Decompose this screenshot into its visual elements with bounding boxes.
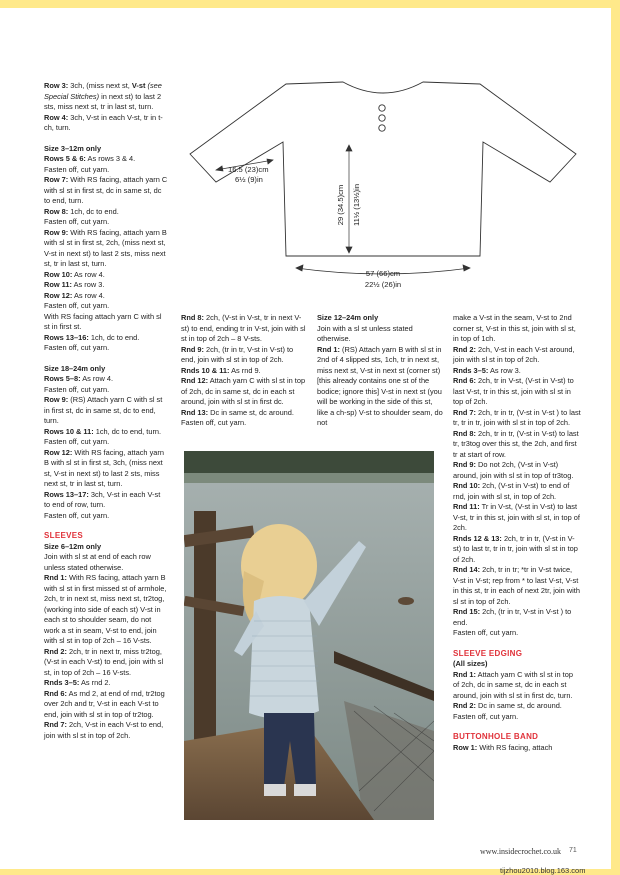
instruction-line: Rnds 12 & 13: 2ch, tr in tr, (V-st in V-st) to last tr, tr in tr, join with sl st in top of 2ch. — [453, 533, 578, 564]
instruction-line: Row 3: 3ch, (miss next st, V-st (see Special Stitches) in next st) to last 2 sts, miss next st, tr in last st, turn. — [44, 81, 162, 111]
instruction-line: Rnds 3–5: As rnd 2. — [44, 678, 111, 687]
instruction-line: Rows 10 & 11: 1ch, dc to end, turn. — [44, 426, 162, 436]
instruction-line: Rnd 6: As rnd 2, at end of rnd, tr2tog over 2ch and tr, V-st in each V-st to end, join with sl st in top of tr2tog. — [44, 688, 165, 719]
footer-url: www.insidecrochet.co.uk — [480, 847, 562, 856]
text-column-4 — [453, 313, 581, 753]
page-number: 71 — [569, 847, 577, 854]
instruction-line: Row 12: As row 4. — [44, 290, 105, 300]
page-border-top — [0, 0, 620, 8]
instruction-line: Join with a sl st unless stated otherwise. — [317, 323, 413, 343]
paragraph-gap — [453, 722, 581, 732]
instruction-line: Rows 13–16: 1ch, dc to end. — [44, 332, 140, 342]
instruction-line: Rnd 7: 2ch, tr in tr, (V-st in V-st ) to last tr, tr in tr, join with sl st in top of 2ch. — [453, 407, 581, 427]
paragraph-gap — [44, 521, 168, 531]
instruction-line: Row 8: 1ch, dc to end. — [44, 206, 119, 216]
instruction-line: Rows 5 & 6: As rows 3 & 4. — [44, 154, 136, 163]
sleeve-cm-label: 16.5 (23)cm — [228, 165, 269, 174]
length-in-label: 11½ (13½)in — [352, 183, 361, 227]
paragraph-gap — [453, 639, 581, 649]
instruction-line: Rnds 10 & 11: As rnd 9. — [181, 365, 261, 375]
instruction-line: Row 4: 3ch, V-st in each V-st, tr in t-ch, turn. — [44, 112, 163, 132]
sleeve-in-label: 6½ (9)in — [235, 175, 263, 184]
instruction-line: Size 12–24m only — [317, 313, 379, 322]
instruction-line: Row 9: (RS) Attach yarn C with sl st in first st, dc in same st, dc to end, turn. — [44, 395, 163, 425]
instruction-line: Row 11: As row 3. — [44, 280, 105, 289]
instruction-line: Fasten off, cut yarn. — [44, 343, 110, 352]
instruction-line: Rnd 1: With RS facing, attach yarn B with sl st in first missed st of armhole, 2ch, tr in next st, miss next st, tr2tog, (working into side of each st) V-st in each st to shoulder seam, do not work a st in seam, V-st to end, join with sl st in top of 2ch – 16 V-sts. — [44, 573, 167, 645]
instruction-line: Rnd 14: 2ch, tr in tr; *tr in V-st twice, V-st in V-st; rep from * to last V-st, V-st in this st, tr in each of next 2tr, join with sl st in top of 2ch. — [453, 565, 580, 606]
watermark: tijzhou2010.blog.163.com — [500, 866, 586, 875]
width-cm-label: 57 (66)cm — [365, 269, 401, 278]
section-heading: SLEEVES — [44, 531, 84, 540]
instruction-line: Rnd 6: 2ch, tr in V-st, (V-st in V-st) to last V-st, tr in this st, join with sl st in top of 2ch. — [453, 376, 574, 406]
instruction-line: Rnd 15: 2ch, (tr in tr, V-st in V-st ) to end. — [453, 607, 572, 627]
instruction-line: Rows 5–8: As row 4. — [44, 374, 114, 383]
instruction-line: Rnd 9: Do not 2ch, (V-st in V-st) around, join with sl st in top of tr3tog. — [453, 460, 574, 480]
child-photo — [184, 451, 434, 820]
width-in-label: 22½ (26)in — [364, 280, 402, 289]
instruction-line: Rnd 9: 2ch, (tr in tr, V-st in V-st) to end, join with sl st in top of 2ch. — [181, 344, 294, 364]
instruction-line: Fasten off, cut yarn. — [44, 217, 110, 226]
instruction-line: Rnd 12: Attach yarn C with sl st in top of 2ch, dc in same st, dc in each st around, join with sl st in first dc. — [181, 376, 306, 406]
instruction-line: Fasten off, cut yarn. — [453, 628, 519, 637]
instruction-line: Row 1: With RS facing, attach — [453, 742, 553, 752]
section-heading: BUTTONHOLE BAND — [453, 732, 539, 741]
instruction-line: Rnd 2: 2ch, tr in next tr, miss tr2tog, (V-st in each V-st) to end, join with sl st, in top of 2ch – 16 V-sts. — [44, 646, 164, 677]
instruction-line: make a V-st in the seam, V-st to 2nd corner st, V-st in this st, join with sl st, in top of 1ch. — [453, 313, 576, 343]
instruction-line: Rnd 8: 2ch, (V-st in V-st, tr in next V-st) to end, ending tr in V-st, join with sl st in top of 2ch – 8 V-sts. — [181, 313, 306, 343]
paragraph-gap — [44, 354, 168, 364]
instruction-line: Fasten off, cut yarn. — [44, 164, 110, 174]
text-column-1 — [44, 81, 168, 741]
text-column-3 — [317, 313, 445, 429]
instruction-line: Join with sl st at end of each row unless stated otherwise. — [44, 552, 151, 572]
instruction-line: Fasten off, cut yarn. — [44, 301, 110, 310]
instruction-line: Size 6–12m only — [44, 541, 102, 551]
page-border-right — [611, 0, 620, 875]
instruction-line: Size 18–24m only — [44, 363, 106, 373]
instruction-line: Rnd 8: 2ch, tr in tr, (V-st in V-st) to last tr, tr3tog over this st, the 2ch, and first tr at start of row. — [453, 428, 579, 459]
instruction-line: Row 7: With RS facing, attach yarn C with sl st in first st, dc in same st, dc to end, turn. — [44, 175, 168, 205]
instruction-line: Fasten off, cut yarn. — [453, 711, 519, 721]
instruction-line: Rows 13–17: 3ch, V-st in each V-st to end of row, turn. — [44, 489, 161, 509]
instruction-line: Size 3–12m only — [44, 143, 102, 153]
instruction-line: (All sizes) — [453, 659, 488, 668]
instruction-line: Rnd 7: 2ch, V-st in each V-st to end, join with sl st in top of 2ch. — [44, 720, 164, 740]
instruction-line: Rnd 13: Dc in same st, dc around. — [181, 407, 294, 417]
instruction-line: Rnds 3–5: As row 3. — [453, 365, 521, 375]
instruction-line: Fasten off, cut yarn. — [181, 418, 247, 427]
instruction-line: Fasten off, cut yarn. — [44, 384, 110, 394]
text-column-2 — [181, 313, 309, 429]
length-cm-label: 29 (34.5)cm — [336, 184, 345, 226]
instruction-line: Row 12: With RS facing, attach yarn B with sl st in first st, 3ch, (miss next st, V-st in next st) to last 2 sts, miss next st, tr in last st, turn. — [44, 447, 164, 488]
instruction-line: Rnd 11: Tr in V-st, (V-st in V-st) to last V-st, tr in this st, join with sl st, in top of 2ch. — [453, 502, 580, 532]
instruction-line: Fasten off, cut yarn. — [44, 510, 110, 520]
instruction-line: With RS facing attach yarn C with sl st in first st. — [44, 311, 162, 331]
instruction-line: Rnd 1: (RS) Attach yarn B with sl st in 2nd of 4 slipped sts, 1ch, tr in next st, miss next st, V-st in next st (corner st) [this already contains one st of the bodice; ignore this] V-st in next st (you will be working in the side of this st, like a ch-sp) V-st to shoulder seam, do not — [317, 344, 443, 427]
instruction-line: Rnd 2: 2ch, V-st in each V-st around, join with sl st in top of 2ch. — [453, 344, 575, 364]
cardigan-schematic — [178, 70, 588, 300]
instruction-line: Rnd 10: 2ch, (V-st in V-st) to end of rnd, join with sl st, in top of 2ch. — [453, 481, 570, 501]
paragraph-gap — [44, 134, 168, 144]
instruction-line: Rnd 1: Attach yarn C with sl st in top of 2ch, dc in same st, dc in each st around, join with sl st in first dc, turn. — [453, 669, 573, 700]
section-heading: SLEEVE EDGING — [453, 648, 523, 658]
instruction-line: Rnd 2: Dc in same st, dc around. — [453, 701, 562, 710]
instruction-line: Row 9: With RS facing, attach yarn B with sl st in first st, 2ch, (miss next st, V-st in next st) to last 2 sts, miss next st, tr in last st, turn. — [44, 227, 167, 268]
instruction-line: Row 10: As row 4. — [44, 269, 105, 279]
instruction-line: Fasten off, cut yarn. — [44, 437, 110, 446]
